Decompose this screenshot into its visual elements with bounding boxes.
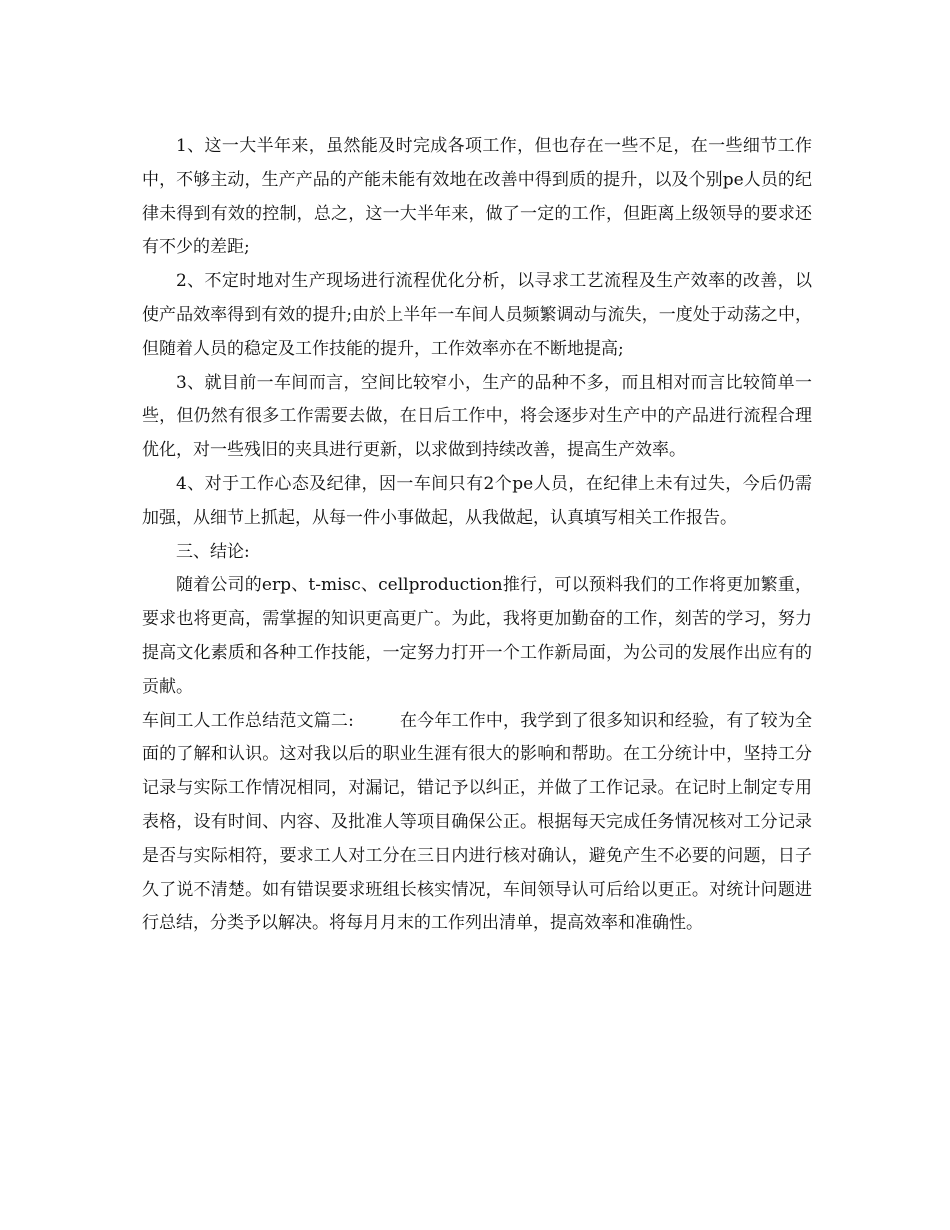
section-text: 在今年工作中，我学到了很多知识和经验，有了较为全面的了解和认识。这对我以后的职业生涯有很大的影响和帮助。在工分统计中，坚持工分记录与实际工作情况相同，对漏记，错记予以纠正，并做了工作记录。在记时上制定专用表格，设有时间、内容、及批准人等项目确保公正。根据每天完成任务情况核对工分记录是否与实际相符，要求工人对工分在三日内进行核对确认，避免产生不必要的问题，日子久了说不清楚。如有错误要求班组长核实情况，车间领导认可后给以更正。对统计问题进行总结，分类予以解决。将每月月末的工作列出清单，提高效率和准确性。	[142, 710, 813, 934]
paragraph-item-1: 1、这一大半年来，虽然能及时完成各项工作，但也存在一些不足，在一些细节工作中，不够主动，生产产品的产能未能有效地在改善中得到质的提升，以及个别pe人员的纪律未得到有效的控制，总之，这一大半年来，做了一定的工作，但距离上级领导的要求还有不少的差距;	[142, 136, 812, 258]
section-two-paragraph	[142, 705, 812, 942]
section-title: 车间工人工作总结范文篇二:	[142, 710, 354, 731]
conclusion-heading: 三、结论:	[176, 541, 250, 562]
conclusion-paragraph: 随着公司的erp、t-misc、cellproduction推行，可以预料我们的工作将更加繁重，要求也将更高，需掌握的知识更高更广。为此，我将更加勤奋的工作，刻苦的学习，努力提高文化素质和各种工作技能，一定努力打开一个工作新局面，为公司的发展作出应有的贡献。	[142, 575, 812, 697]
paragraph-item-4: 4、对于工作心态及纪律，因一车间只有2个pe人员，在纪律上未有过失，今后仍需加强，从细节上抓起，从每一件小事做起，从我做起，认真填写相关工作报告。	[142, 473, 812, 528]
document-body	[142, 130, 812, 941]
paragraph-item-3: 3、就目前一车间而言，空间比较窄小，生产的品种不多，而且相对而言比较简单一些，但仍然有很多工作需要去做，在日后工作中，将会逐步对生产中的产品进行流程合理优化，对一些残旧的夹具进行更新，以求做到持续改善，提高生产效率。	[142, 372, 812, 461]
paragraph-item-2: 2、不定时地对生产现场进行流程优化分析，以寻求工艺流程及生产效率的改善，以使产品效率得到有效的提升;由於上半年一车间人员频繁调动与流失，一度处于动荡之中，但随着人员的稳定及工作技能的提升，工作效率亦在不断地提高;	[142, 271, 812, 359]
